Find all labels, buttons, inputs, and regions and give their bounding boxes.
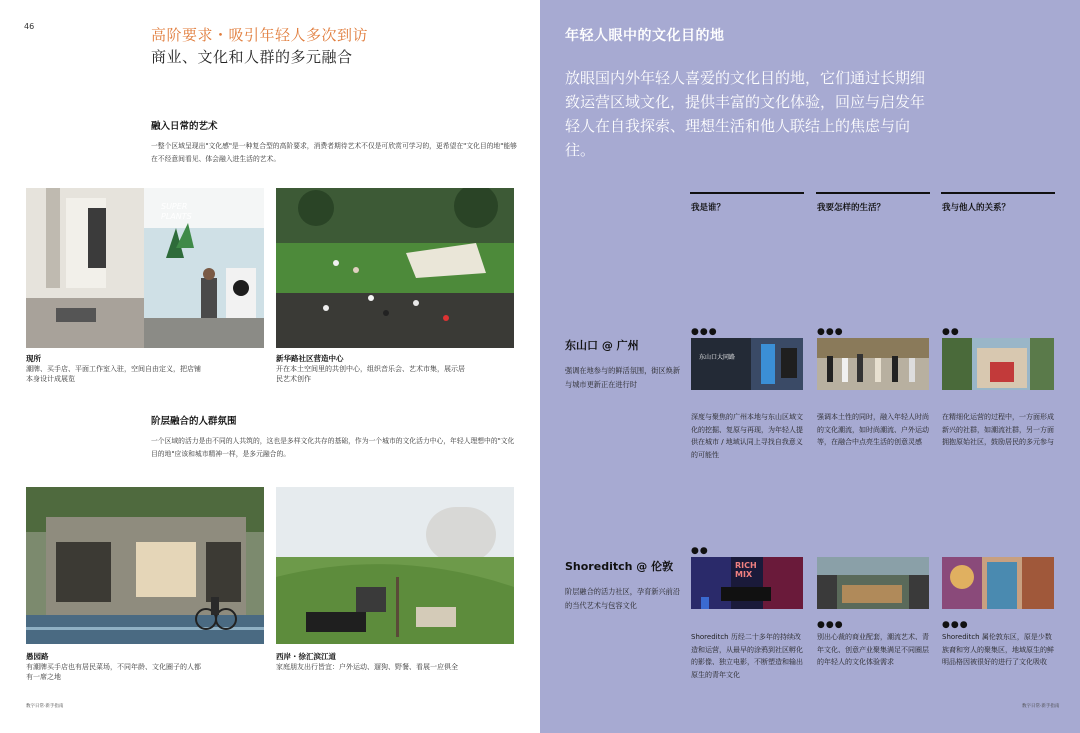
cell-text: Shoreditch 属伦敦东区，原是少数族裔和穷人的聚集区，地域原生的鲜明品格因被很好的进行了文化吸收 xyxy=(942,633,1054,666)
photo-xian-binjiang xyxy=(276,487,514,644)
page-title-orange: 高阶要求・吸引年轻人多次到访 xyxy=(151,26,369,44)
section-heading-art: 融入日常的艺术 xyxy=(151,121,218,132)
page-footer: 数字日常·新手指南 xyxy=(1022,704,1060,709)
place-name: 东山口 @ 广州 xyxy=(565,339,639,352)
photo-yuyuanlu xyxy=(26,487,264,644)
photo-xinhualu xyxy=(276,188,514,348)
section-heading-crowd: 阶层融合的人群氛围 xyxy=(151,416,237,427)
photo-caption-title: 新华路社区营造中心 xyxy=(276,354,344,363)
photo-caption-text: 潮牌、买手店、平面工作室入驻，空间自由定义，把店铺本身设计成展览 xyxy=(26,365,201,383)
column-header-life: 我要怎样的生活？ xyxy=(817,203,886,213)
rating-dots: ●● xyxy=(942,327,960,337)
rating-dots: ●● xyxy=(691,546,709,556)
right-page-intro: 放眼国内外年轻人喜爱的文化目的地，它们通过长期细致运营区域文化，提供丰富的文化体验，回应与启发年轻人在自我探索、理想生活和他人联结上的焦虑与向往。 xyxy=(565,69,926,159)
rating-dots: ●●● xyxy=(817,620,844,630)
photo-caption-title: 愚园路 xyxy=(26,652,49,661)
column-header-others: 我与他人的关系？ xyxy=(942,203,1011,213)
right-page xyxy=(540,0,1080,733)
photo-dongshankou-3 xyxy=(942,338,1054,390)
page-footer: 数字日常·新手指南 xyxy=(26,704,64,709)
column-rule xyxy=(690,192,804,194)
column-rule xyxy=(941,192,1055,194)
section-body-art: 一整个区域呈现出"文化感"是一种复合型的高阶要求，消费者期待艺术不仅是可欣赏可学习的，更希望在"文化目的地"能够在不经意间看见、体会融入进生活的艺术。 xyxy=(151,142,517,163)
right-page-title: 年轻人眼中的文化目的地 xyxy=(565,28,725,44)
photo-overlay-text: SUPER PLANTS xyxy=(161,202,192,221)
photo-shoreditch-2 xyxy=(817,557,929,609)
cell-text: 别出心裁的商业配套，潮流艺术、青年文化、创意产业聚集满足不同圈层的年轻人的文化体验需求 xyxy=(817,633,929,666)
cell-text: 强调本土性的同时，融入年轻人时尚的文化潮流，如时尚潮流、户外运动等，在融合中点亮生活的创意灵感 xyxy=(817,413,929,446)
photo-shoreditch-3 xyxy=(942,557,1054,609)
photo-label: RICH MIX xyxy=(735,561,757,579)
photo-caption-text: 开在本土空间里的共创中心，组织音乐会、艺术市集，展示居民艺术创作 xyxy=(276,365,465,383)
rating-dots: ●●● xyxy=(942,620,969,630)
photo-shoreditch-1 xyxy=(691,557,803,609)
page-number: 46 xyxy=(24,22,35,31)
photo-caption-title: 西岸・徐汇滨江道 xyxy=(276,652,336,661)
column-header-who: 我是谁？ xyxy=(691,203,726,213)
place-description: 阶层融合的活力社区，孕育新兴前沿的当代艺术与包容文化 xyxy=(565,587,681,610)
photo-caption-title: 现所 xyxy=(26,354,41,363)
cell-text: Shoreditch 历经二十多年的持续改造和运营，从最早的涂鸦到社区孵化的影像、独立电影，不断塑造和输出原生的青年文化 xyxy=(691,633,803,679)
photo-xiansuo xyxy=(26,188,264,348)
photo-dongshankou-2 xyxy=(817,338,929,390)
column-rule xyxy=(816,192,930,194)
photo-caption-text: 家庭朋友出行皆宜：户外运动、遛狗、野餐、看展一应俱全 xyxy=(276,663,458,671)
section-body-crowd: 一个区域的活力是由不同的人共筑的，这也是多样文化共存的基础，作为一个城市的文化活力中心，年轻人理想中的"文化目的地"应该和城市精神一样，是多元融合的。 xyxy=(151,437,515,458)
cell-text: 在精细化运营的过程中，一方面形成新兴的社群，如潮流社群，另一方面拥抱原始社区，鼓励居民的多元参与 xyxy=(942,413,1054,446)
page-subtitle: 商业、文化和人群的多元融合 xyxy=(151,48,353,66)
place-description: 强调在地参与的鲜活氛围，街区焕新与城市更新正在进行时 xyxy=(565,366,681,389)
cell-text: 深度与聚焦的广州本地与东山区域文化的挖掘、复原与再现，为年轻人提供在城市 / 地域认同上寻找自我意义的可能性 xyxy=(691,413,803,459)
place-name: Shoreditch @ 伦敦 xyxy=(565,560,674,573)
rating-dots: ●●● xyxy=(691,327,718,337)
photo-caption-text: 有潮牌买手店也有居民菜场，不同年龄、文化圈子的人都有一席之地 xyxy=(26,663,201,681)
photo-dongshankou-1 xyxy=(691,338,803,390)
rating-dots: ●●● xyxy=(817,327,844,337)
photo-label: 东山口大同路 xyxy=(699,354,736,361)
